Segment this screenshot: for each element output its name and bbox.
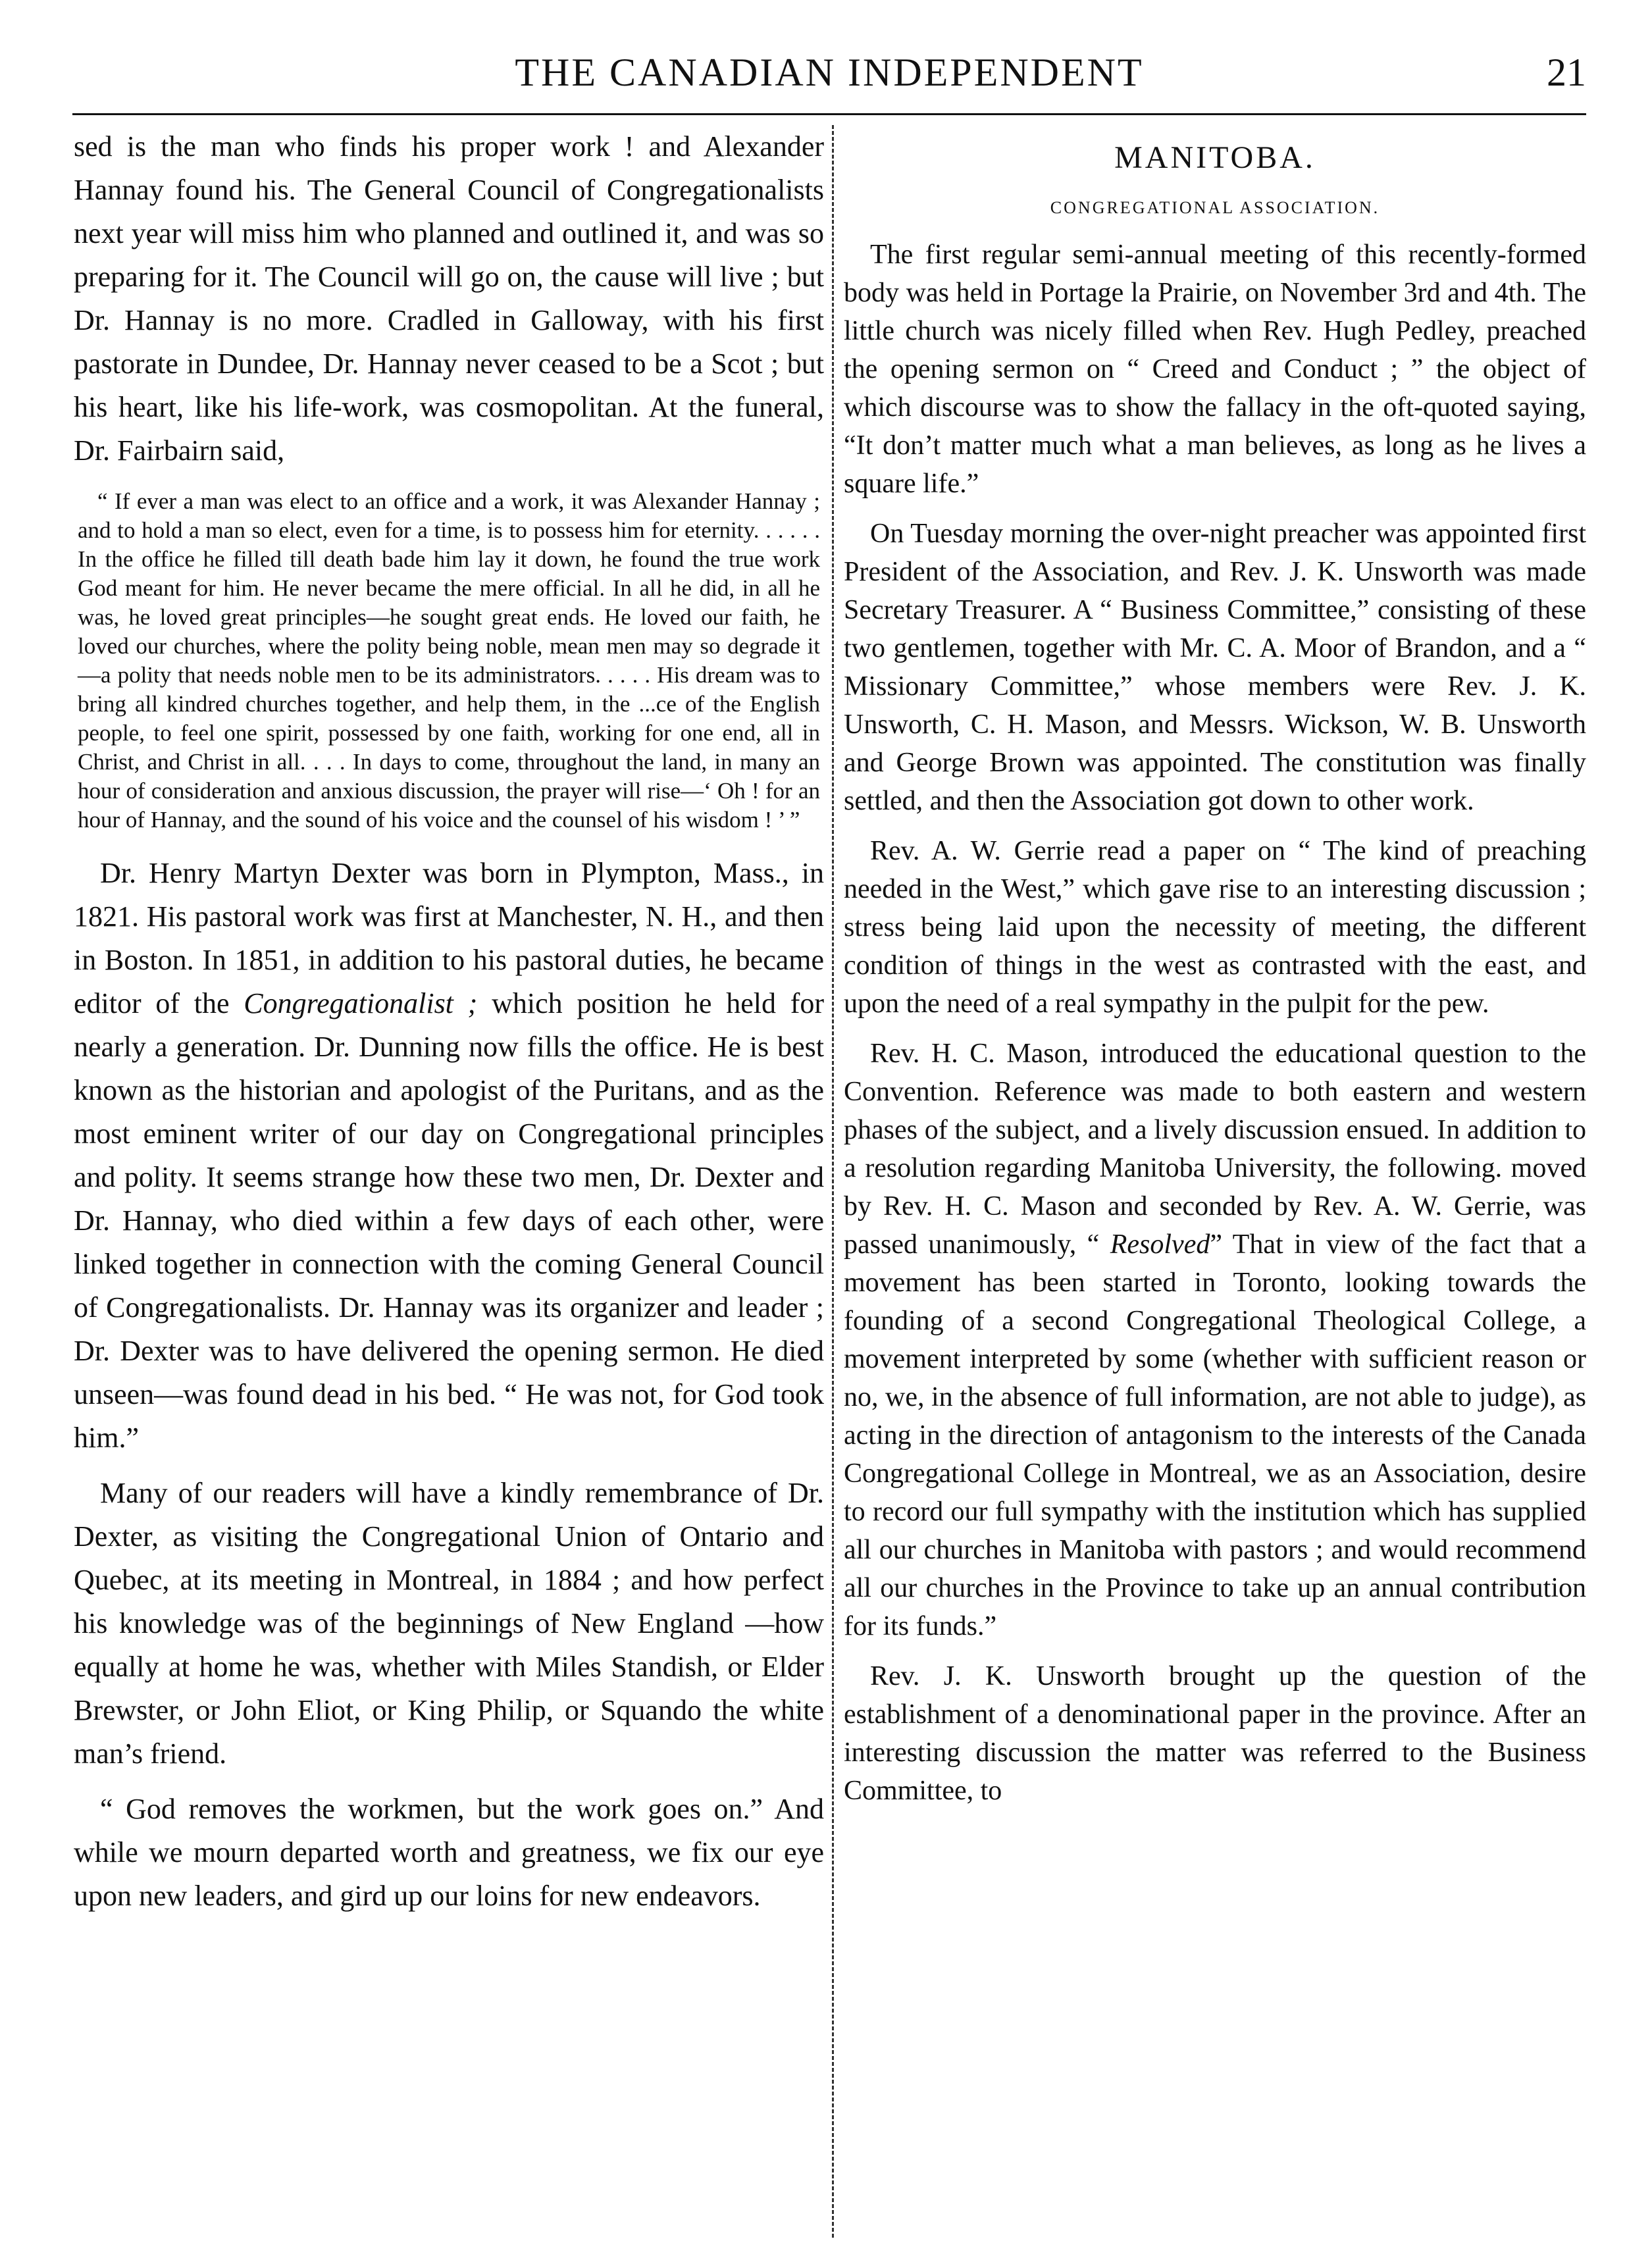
paragraph-meeting: The first regular semi-annual meeting of this recently-formed body was held in Portage la Prairie, on November 3rd and 4th. The little church was nicely filled when Rev. Hugh Pedley, preached the opening sermon on “ Creed and Conduct ; ” the object of which discourse was to show the fallacy in the oft-quoted saying, “It don’t matter much what a man believes, as long as he lives a square life.” [844, 240, 1586, 499]
paragraph-resolution [844, 1035, 1586, 1645]
page-number: 21 [1547, 51, 1586, 94]
running-head [72, 38, 1586, 117]
section-title: MANITOBA. [1114, 140, 1316, 175]
paragraph-dexter-remembrance: Many of our readers will have a kindly remembrance of Dr. Dexter, as visiting the Congregational Union of Ontario and Quebec, at its meeting in Montreal, in 1884 ; and how perfect his knowledge was of the beginnings of New England —how equally at home he was, whether with Miles Standish, or Elder Brewster, or John Eliot, or King Philip, or Squando the white man’s friend. [74, 1477, 824, 1770]
paragraph-hannay-intro: sed is the man who finds his proper work ! and Alexander Hannay found his. The General Council of Congregationalists next year will miss him who planned and outlined it, and was so preparing for it. The Council will go on, the cause will live ; but Dr. Hannay is no more. Cradled in Galloway, with his first pastorate in Dundee, Dr. Hannay never ceased to be a Scot ; but his heart, like his life-work, was cosmopolitan. At the funeral, Dr. Fairbairn said, [74, 130, 824, 467]
paragraph-gerrie-paper: Rev. A. W. Gerrie read a paper on “ The kind of preaching needed in the West,” which gave rise to an interesting discussion ; stress being laid upon the necessity of meeting, the different condition of things in the west as contrasted with the east, and upon the need of a real sympathy in the pulpit for the pew. [844, 836, 1586, 1019]
resolution-text-1: Rev. H. C. Mason, introduced the educational question to the Convention. Reference was made to both eastern and western phases of the subject, and a lively discussion ensued. In addition to a resolution regarding Manitoba University, the following. moved by Rev. H. C. Mason and seconded by Rev. A. W. Gerrie, was passed unanimously, “ [844, 1039, 1586, 1260]
periodical-title: Congregationalist ; [244, 987, 478, 1019]
dexter-bio-text-2: which position he held for nearly a generation. Dr. Dunning now fills the office. He is best known as the historian and apologist of the Puritans, and as the most eminent writer of our day on Congregational principles and polity. It seems strange how these two men, Dr. Dexter and Dr. Hannay, who died within a few days of each other, were linked together in connection with the coming General Council of Congregationalists. Dr. Hannay was its organizer and leader ; Dr. Dexter was to have delivered the opening sermon. He died unseen—was found dead in his bed. “ He was not, for God took him.” [74, 987, 824, 1454]
paragraph-closing: “ God removes the workmen, but the work goes on.” And while we mourn departed worth and greatness, we fix our eye upon new leaders, and gird up our loins for new endeavors. [74, 1793, 824, 1912]
paragraph-dexter-bio [74, 852, 824, 1460]
paragraph-officers: On Tuesday morning the over-night preacher was appointed first President of the Association, and Rev. J. K. Unsworth was made Secretary Treasurer. A “ Business Committee,” consisting of these two gentlemen, together with Mr. C. A. Moor of Brandon, and a “ Missionary Committee,” whose members were Rev. J. K. Unsworth, C. H. Mason, and Messrs. Wickson, W. B. Unsworth and George Brown was appointed. The constitution was finally settled, and then the Association got down to other work. [844, 519, 1586, 816]
header-rule [72, 113, 1586, 115]
dexter-bio-text-1: Dr. Henry Martyn Dexter was born in Plympton, Mass., in 1821. His pastoral work was first at Manchester, N. H., and then in Boston. In 1851, in addition to his pastoral duties, he became editor of the [74, 857, 824, 1019]
column-divider [832, 125, 834, 2238]
resolved-word: Resolved [1110, 1229, 1210, 1260]
resolution-text-2: ” That in view of the fact that a movement has been started in Toronto, looking towards the founding of a second Congregational Theological College, a movement interpreted by some (whether with sufficient reason or no, we, in the absence of full information, are not able to judge), as acting in the direction of antagonism to the interests of the Canada Congregational College in Montreal, we as an Association, desire to record our full sympathy with the institution which has supplied all our churches in Manitoba with pastors ; and would recommend all our churches in the Province to take up an annual contribution for its funds.” [844, 1229, 1586, 1641]
right-column [844, 125, 1586, 2244]
left-column [74, 125, 824, 2244]
section-subtitle: CONGREGATIONAL ASSOCIATION. [1050, 198, 1380, 217]
paragraph-denominational-paper: Rev. J. K. Unsworth brought up the question of the establishment of a denominational paper in the province. After an interesting discussion the matter was referred to the Business Committee, to [844, 1661, 1586, 1806]
fairbairn-quote: “ If ever a man was elect to an office and a work, it was Alexander Hannay ; and to hold a man so elect, even for a time, is to possess him for eternity. . . . . . In the office he filled till death bade him lay it down, he found the true work God meant for him. He never became the mere official. In all he did, in all he was, he loved great principles—he sought great ends. He loved our faith, he loved our churches, where the polity being noble, mean men may so degrade it—a polity that needs noble men to be its administrators. . . . . His dream was to bring all kindred churches together, and help them, in the ...ce of the English people, to feel one spirit, possessed by one faith, working for one end, all in Christ, and Christ in all. . . . In days to come, throughout the land, in many an hour of consideration and anxious discussion, the prayer will rise—‘ Oh ! for an hour of Hannay, and the sound of his voice and the counsel of his wisdom ! ’ ” [78, 488, 820, 833]
journal-title: THE CANADIAN INDEPENDENT [515, 51, 1144, 94]
